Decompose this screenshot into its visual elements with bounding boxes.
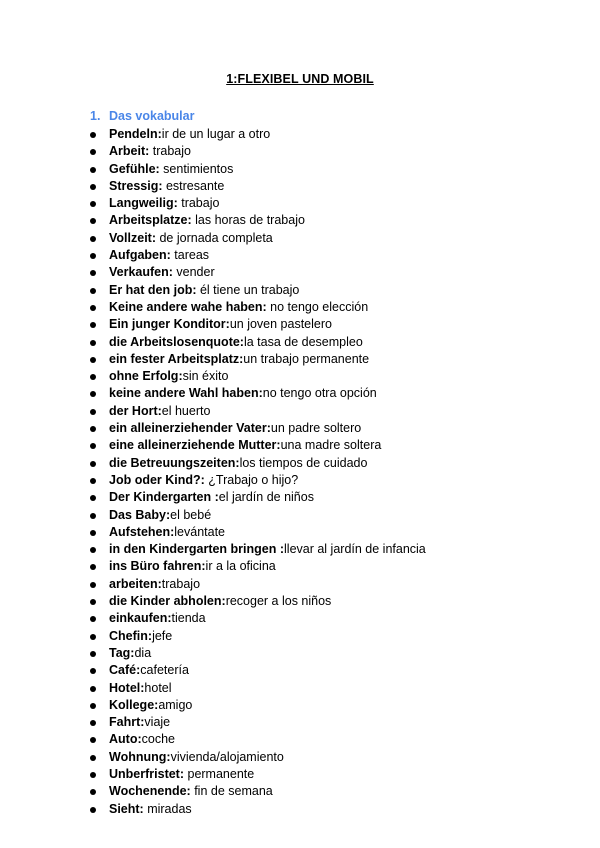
document-title: 1:FLEXIBEL UND MOBIL [226,72,374,86]
vocab-translation: tienda [171,611,206,626]
bullet-icon [90,807,96,813]
bullet-icon [90,218,96,224]
bullet-icon [90,443,96,449]
vocab-translation: no tengo otra opción [262,386,377,401]
list-item [88,662,426,679]
vocab-term: der Hort: [109,403,162,418]
bullet-icon [90,236,96,242]
vocab-translation: vivienda/alojamiento [170,749,284,764]
vocab-translation: un joven pastelero [229,317,332,332]
list-item [88,161,426,178]
list-item [88,558,426,575]
vocab-translation: hotel [144,680,172,695]
vocab-term: Auto: [109,732,142,747]
vocab-term: ein alleinerziehender Vater: [109,421,271,436]
vocab-term: Wohnung: [109,749,171,764]
vocab-translation: viaje [144,715,171,730]
vocab-translation: tareas [170,248,210,263]
vocab-translation: la tasa de desempleo [243,334,363,349]
section-number: 1. [90,109,101,123]
list-item [88,437,426,454]
vocab-translation: jefe [152,628,173,643]
list-item [88,645,426,662]
bullet-icon [90,201,96,207]
vocab-translation: fin de semana [190,784,273,799]
bullet-icon [90,253,96,259]
list-item [88,368,426,385]
bullet-icon [90,634,96,640]
vocab-translation: él tiene un trabajo [196,282,300,297]
list-item [88,385,426,402]
vocab-term: die Betreuungszeiten: [109,455,240,470]
list-item [88,766,426,783]
vocab-translation: ¿Trabajo o hijo? [204,472,299,487]
list-item [88,299,426,316]
vocabulary-list [88,126,426,818]
list-item [88,316,426,333]
vocab-translation: el jardín de niños [218,490,314,505]
vocab-translation: miradas [143,801,192,816]
list-item [88,472,426,489]
vocab-term: Fahrt: [109,715,145,730]
bullet-icon [90,184,96,190]
vocab-term: eine alleinerziehende Mutter: [109,438,281,453]
vocab-term: Tag: [109,645,135,660]
bullet-icon [90,288,96,294]
vocab-term: Aufstehen: [109,524,175,539]
vocab-term: in den Kindergarten bringen : [109,542,285,557]
section-heading [90,109,194,123]
bullet-icon [90,772,96,778]
bullet-icon [90,374,96,380]
bullet-icon [90,149,96,155]
list-item [88,610,426,627]
vocab-term: arbeiten: [109,576,162,591]
bullet-icon [90,703,96,709]
vocab-translation: sentimientos [159,161,234,176]
vocab-term: Café: [109,663,141,678]
vocab-term: Das Baby: [109,507,171,522]
list-item [88,212,426,229]
bullet-icon [90,530,96,536]
bullet-icon [90,322,96,328]
list-item [88,524,426,541]
vocab-term: Chefin: [109,628,153,643]
vocab-translation: ir a la oficina [205,559,276,574]
vocab-term: Sieht: [109,801,144,816]
bullet-icon [90,651,96,657]
bullet-icon [90,305,96,311]
vocab-term: ohne Erfolg: [109,369,183,384]
bullet-icon [90,426,96,432]
section-heading-text: Das vokabular [109,109,195,123]
vocab-translation: un trabajo permanente [243,351,370,366]
list-item [88,749,426,766]
bullet-icon [90,357,96,363]
vocab-translation: dia [134,645,152,660]
vocab-term: keine andere Wahl haben: [109,386,263,401]
list-item [88,195,426,212]
bullet-icon [90,132,96,138]
vocab-translation: no tengo elección [266,299,369,314]
vocab-translation: un padre soltero [270,421,362,436]
vocab-term: Ein junger Konditor: [109,317,230,332]
list-item [88,334,426,351]
list-item [88,697,426,714]
vocab-term: Kollege: [109,697,159,712]
bullet-icon [90,564,96,570]
bullet-icon [90,409,96,415]
bullet-icon [90,391,96,397]
vocab-translation: amigo [158,697,193,712]
list-item [88,178,426,195]
vocab-translation: trabajo [177,196,220,211]
bullet-icon [90,495,96,501]
vocab-translation: permanente [184,766,255,781]
vocab-term: Aufgaben: [109,248,171,263]
bullet-icon [90,616,96,622]
list-item [88,541,426,558]
list-item [88,507,426,524]
bullet-icon [90,547,96,553]
vocab-term: ein fester Arbeitsplatz: [109,351,244,366]
bullet-icon [90,668,96,674]
list-item [88,576,426,593]
list-item [88,282,426,299]
bullet-icon [90,755,96,761]
vocab-term: Hotel: [109,680,145,695]
vocab-translation: trabajo [161,576,201,591]
bullet-icon [90,599,96,605]
vocab-translation: vender [172,265,215,280]
vocab-term: Wochenende: [109,784,191,799]
vocab-term: die Kinder abholen: [109,594,226,609]
list-item [88,489,426,506]
bullet-icon [90,686,96,692]
list-item [88,420,426,437]
list-item [88,593,426,610]
vocab-term: Pendeln: [109,127,162,141]
list-item [88,403,426,420]
list-item [88,801,426,818]
vocab-term: die Arbeitslosenquote: [109,334,244,349]
vocab-term: Job oder Kind?: [109,472,205,487]
vocab-translation: las horas de trabajo [191,213,305,228]
list-item [88,628,426,645]
list-item [88,714,426,731]
vocab-term: Der Kindergarten : [109,490,219,505]
bullet-icon [90,720,96,726]
bullet-icon [90,478,96,484]
vocab-term: Keine andere wahe haben: [109,299,267,314]
vocab-translation: levántate [174,524,226,539]
list-item [88,731,426,748]
list-item [88,264,426,281]
vocab-translation: el bebé [170,507,212,522]
list-item [88,126,426,143]
bullet-icon [90,513,96,519]
vocab-translation: recoger a los niños [225,594,332,609]
vocab-term: Arbeit: [109,144,150,159]
bullet-icon [90,461,96,467]
vocab-term: Arbeitsplatze: [109,213,192,228]
list-item [88,783,426,800]
bullet-icon [90,737,96,743]
vocab-translation: coche [141,732,175,747]
list-item [88,143,426,160]
list-item [88,230,426,247]
vocab-translation: de jornada completa [156,230,273,245]
vocab-translation: ir de un lugar a otro [161,127,271,141]
vocab-translation: los tiempos de cuidado [239,455,368,470]
bullet-icon [90,167,96,173]
vocab-term: ins Büro fahren: [109,559,206,574]
vocab-term: Stressig: [109,178,163,193]
vocab-translation: cafetería [140,663,189,678]
vocab-term: Langweilig: [109,196,178,211]
vocab-translation: una madre soltera [280,438,382,453]
bullet-icon [90,582,96,588]
bullet-icon [90,340,96,346]
list-item [88,680,426,697]
list-item [88,247,426,264]
vocab-translation: trabajo [149,144,191,159]
vocab-translation: sin éxito [182,369,229,384]
list-item [88,455,426,472]
vocab-term: Verkaufen: [109,265,173,280]
bullet-icon [90,789,96,795]
vocab-term: einkaufen: [109,611,172,626]
vocab-term: Vollzeit: [109,230,156,245]
vocab-translation: llevar al jardín de infancia [284,542,426,557]
vocab-term: Unberfristet: [109,766,185,781]
vocab-term: Er hat den job: [109,282,197,297]
bullet-icon [90,270,96,276]
vocab-translation: estresante [162,178,225,193]
list-item [88,351,426,368]
vocab-translation: el huerto [161,403,211,418]
vocab-term: Gefühle: [109,161,160,176]
